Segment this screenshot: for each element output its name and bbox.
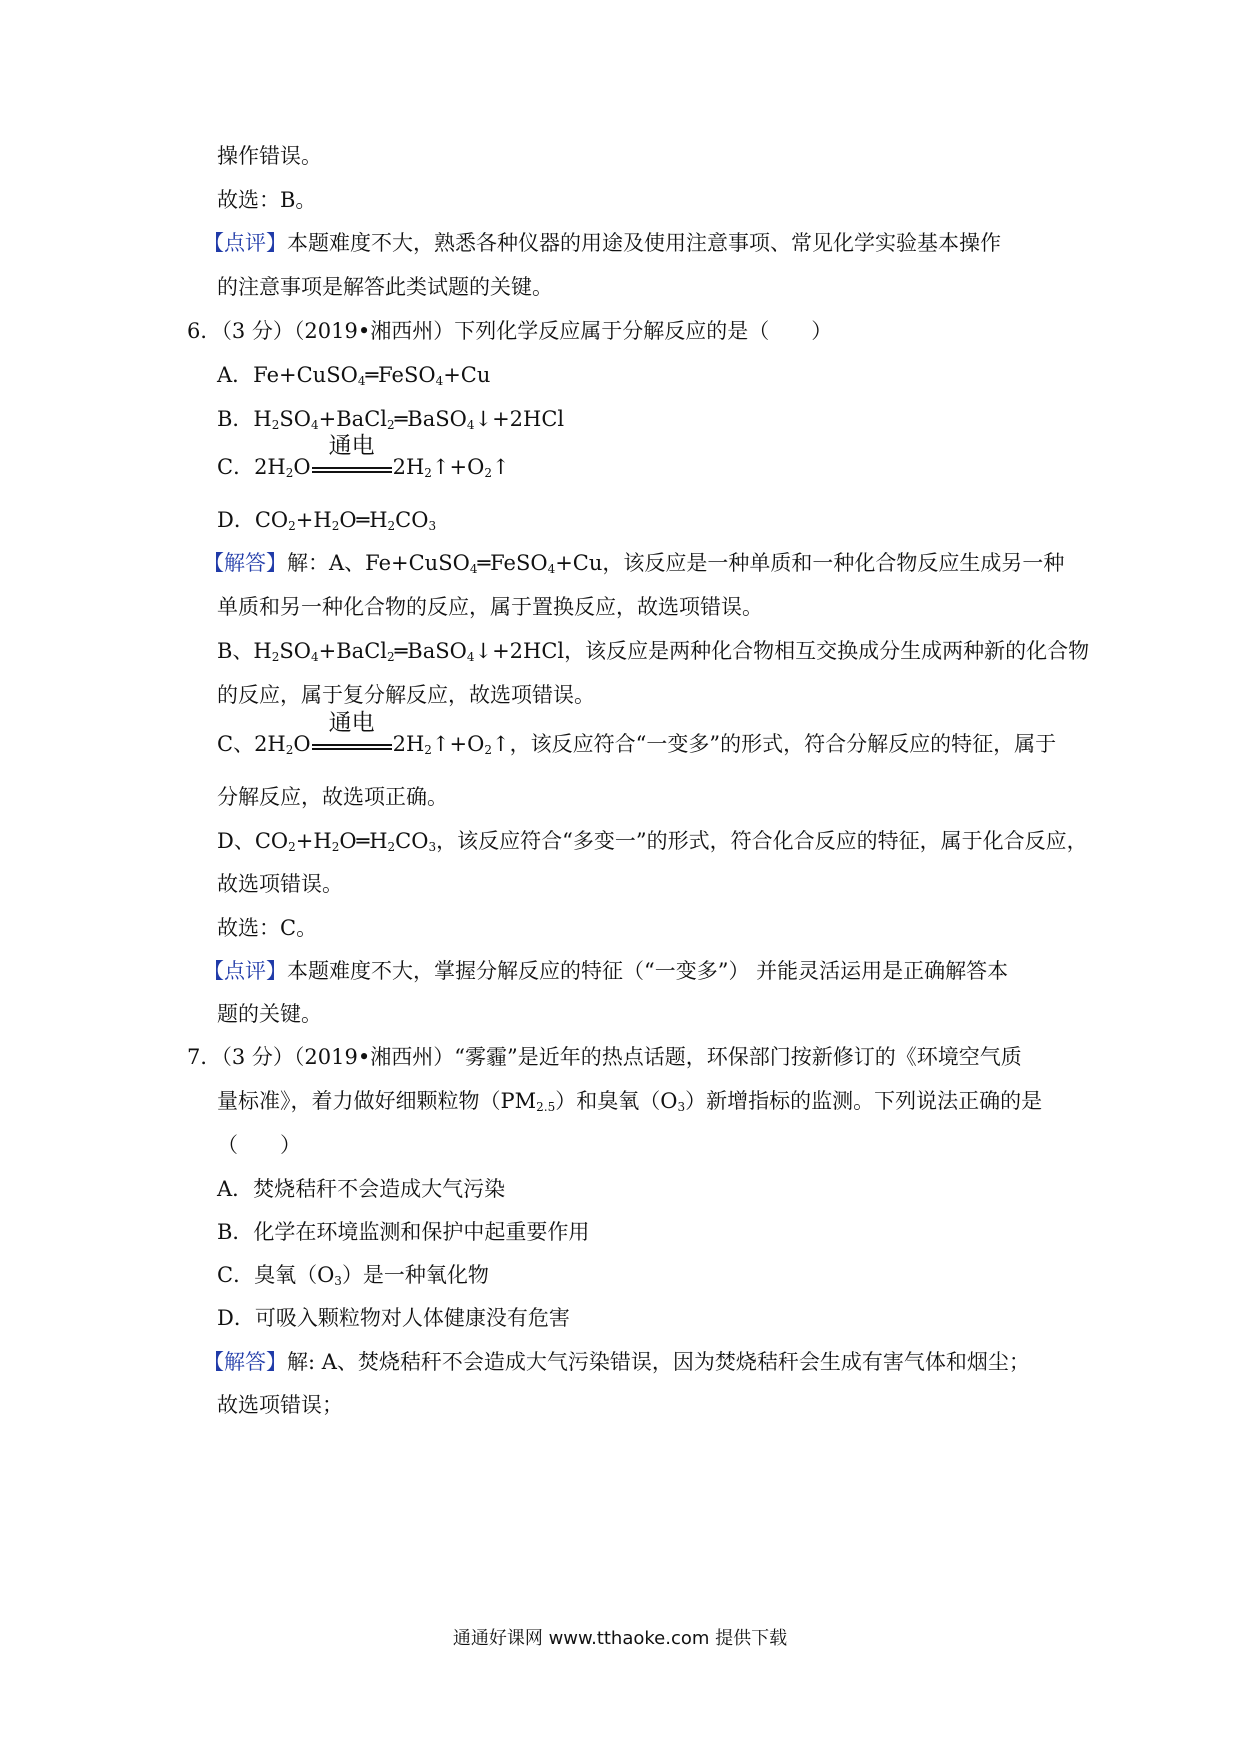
text-line: 的反应，属于复分解反应，故选项错误。 [217,683,595,707]
text-line: 故选项错误。 [217,872,343,896]
condition-label: 通电 [328,432,375,459]
review-line [203,956,1008,986]
text-line: 故选：C。 [217,916,318,940]
equation-right: $2H_2↑+O_2↑$ [392,455,510,480]
text-line: 故选项错误； [217,1393,343,1417]
text-line: 量标准》，着力做好细颗粒物$(PM_{2.5})$和臭氧$(O_3)$新增指标的监测。下列说法正确的是 [217,1089,1043,1114]
answer-text: 解: A、焚烧秸秆不会造成大气污染错误，因为焚烧秸秆会生成有害气体和烟尘； [287,1350,1030,1374]
text-line: 的注意事项是解答此类试题的关键。 [217,275,553,299]
electrolysis-arrow [312,709,392,756]
condition-label: 通电 [328,709,375,736]
text-line: 分解反应，故选项正确。 [217,785,448,809]
option-a: A．焚烧秸秆不会造成大气污染 [217,1177,506,1201]
option-b: B．$H_2SO_4+BaCl_2═BaSO_4↓+2HCl$ [217,407,565,432]
question-7: 7．（3 分）（2019•湘西州）“雾霾”是近年的热点话题，环保部门按新修订的《环境空气质 [187,1045,1022,1069]
option-c [217,432,510,482]
text-line: （ ） [217,1133,301,1157]
answer-tag: 【解答】 [203,551,287,575]
equation-left: C、$2H_2O$ [217,732,311,757]
review-tag: 【点评】 [203,959,287,983]
equation-left: C．$2H_2O$ [217,455,311,480]
text-line: D、$CO_2+H_2O═H_2CO_3$，该反应符合“多变一”的形式，符合化合反应的特征，属于化合反应， [217,829,1088,854]
equation-right: $2H_2↑+O_2↑$，该反应符合“一变多”的形式，符合分解反应的特征，属于 [392,732,1057,757]
answer-tag: 【解答】 [203,1350,287,1374]
text-line: 单质和另一种化合物的反应，属于置换反应，故选项错误。 [217,595,763,619]
review-text: 本题难度不大，熟悉各种仪器的用途及使用注意事项、常见化学实验基本操作 [287,231,1001,255]
answer-c-line [217,709,1057,759]
option-a: A．Fe+CuSO$_4$═FeSO$_4$+Cu [217,363,491,388]
text-line: 操作错误。 [217,144,322,168]
review-text: 本题难度不大，掌握分解反应的特征（“一变多”） 并能灵活运用是正确解答本 [287,959,1009,983]
option-d: D．可吸入颗粒物对人体健康没有危害 [217,1306,570,1330]
page-footer: 通通好课网 www.tthaoke.com 提供下载 [452,1628,788,1649]
text-line: 故选：B。 [217,188,317,212]
answer-text: 解：A、Fe+CuSO$_4$═FeSO$_4$+Cu，该反应是一种单质和一种化合物反应生成另一种 [287,551,1065,576]
electrolysis-arrow [312,432,392,479]
answer-line [203,1347,1030,1377]
review-tag: 【点评】 [203,231,287,255]
question-6: 6．（3 分）（2019•湘西州）下列化学反应属于分解反应的是（ ） [187,319,833,343]
review-line [203,228,1001,258]
text-line: 题的关键。 [217,1002,322,1026]
option-b: B．化学在环境监测和保护中起重要作用 [217,1220,590,1244]
option-d: D．$CO_2+H_2O═H_2CO_3$ [217,508,437,533]
answer-line [203,548,1064,578]
option-c: C．臭氧$(O_3)$是一种氧化物 [217,1263,489,1288]
text-line: B、$H_2SO_4+BaCl_2═BaSO_4↓+2HCl$，该反应是两种化合物相互交换成分生成两种新的化合物 [217,639,1090,664]
